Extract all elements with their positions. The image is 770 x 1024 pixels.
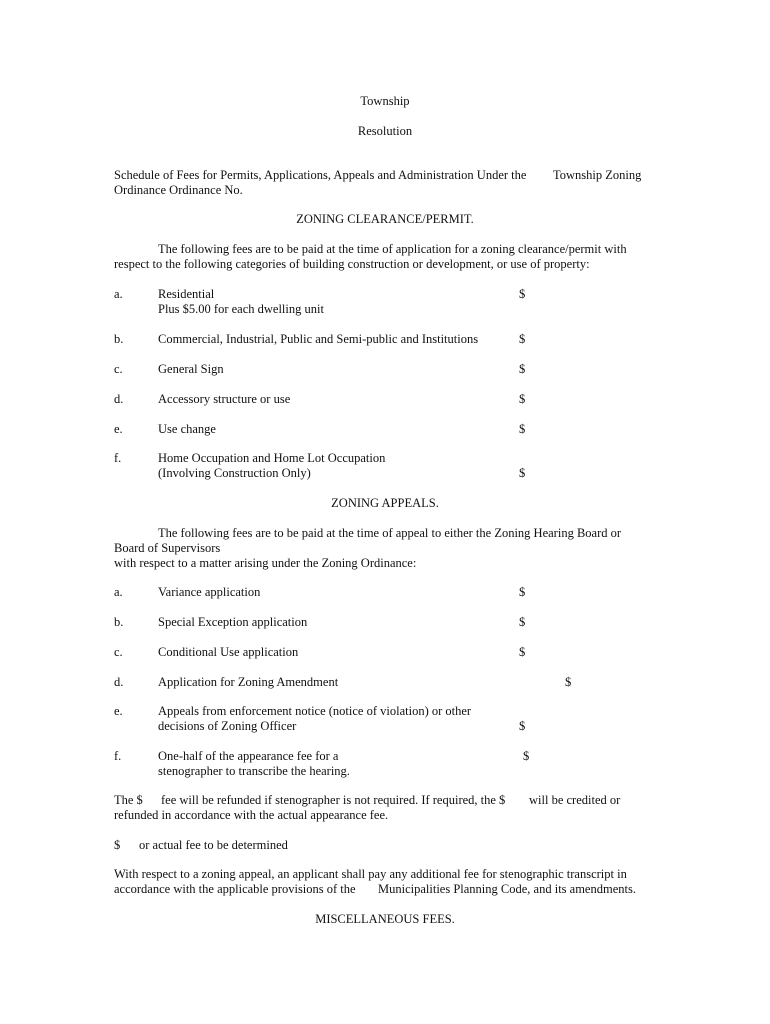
- appeals-item-label: Application for Zoning Amendment: [158, 675, 339, 689]
- misc-heading: MISCELLANEOUS FEES.: [315, 912, 455, 926]
- clearance-item-sublabel: (Involving Construction Only): [158, 466, 311, 480]
- stenographic-line-2-end: Municipalities Planning Code, and its amendments.: [378, 882, 636, 896]
- appeals-item-amount: $: [519, 585, 526, 599]
- refund-line-1-end: will be credited or: [529, 793, 621, 807]
- clearance-item-amount: $: [519, 422, 526, 436]
- appeals-para-line-2: Board of Supervisors: [114, 541, 221, 555]
- appeals-item-letter: f.: [114, 749, 122, 763]
- appeals-item-label: One-half of the appearance fee for a: [158, 749, 339, 763]
- appeals-item-letter: b.: [114, 615, 124, 629]
- clearance-item-label: General Sign: [158, 362, 224, 376]
- clearance-item-sublabel: Plus $5.00 for each dwelling unit: [158, 302, 324, 316]
- clearance-item-label: Home Occupation and Home Lot Occupation: [158, 451, 386, 465]
- refund-line-2: refunded in accordance with the actual appearance fee.: [114, 808, 389, 822]
- appeals-para-line-1: The following fees are to be paid at the time of appeal to either the Zoning Hearing Board or: [158, 526, 622, 540]
- clearance-item-label: Commercial, Industrial, Public and Semi-public and Institutions: [158, 332, 479, 346]
- intro-township-zoning: Township Zoning: [553, 168, 642, 182]
- appeals-item-sublabel: decisions of Zoning Officer: [158, 719, 297, 733]
- clearance-item-letter: c.: [114, 362, 123, 376]
- clearance-item-amount: $: [519, 332, 526, 346]
- stenographic-line-2-start: accordance with the applicable provisions of the: [114, 882, 356, 896]
- actual-fee-dollar: $: [114, 838, 121, 852]
- clearance-item-amount: $: [519, 466, 526, 480]
- appeals-item-amount: $: [519, 645, 526, 659]
- intro-line-1: Schedule of Fees for Permits, Applications, Appeals and Administration Under the: [114, 168, 527, 182]
- stenographic-line-1: With respect to a zoning appeal, an applicant shall pay any additional fee for stenographic transcript in: [114, 867, 627, 881]
- appeals-item-amount: $: [523, 749, 530, 763]
- actual-fee-text: or actual fee to be determined: [139, 838, 288, 852]
- clearance-item-letter: d.: [114, 392, 124, 406]
- appeals-item-letter: d.: [114, 675, 124, 689]
- clearance-item-amount: $: [519, 362, 526, 376]
- clearance-para-line-2: respect to the following categories of building construction or development, or use of property:: [114, 257, 590, 271]
- clearance-item-letter: f.: [114, 451, 122, 465]
- clearance-item-label: Use change: [158, 422, 216, 436]
- clearance-item-amount: $: [519, 392, 526, 406]
- clearance-item-amount: $: [519, 287, 526, 301]
- clearance-heading: ZONING CLEARANCE/PERMIT.: [296, 212, 474, 226]
- appeals-item-amount: $: [519, 719, 526, 733]
- clearance-item-letter: b.: [114, 332, 124, 346]
- appeals-para-line-3: with respect to a matter arising under the Zoning Ordinance:: [114, 556, 417, 570]
- appeals-item-label: Special Exception application: [158, 615, 308, 629]
- clearance-para-line-1: The following fees are to be paid at the time of application for a zoning clearance/permit with: [158, 242, 627, 256]
- appeals-item-letter: c.: [114, 645, 123, 659]
- appeals-item-letter: e.: [114, 704, 123, 718]
- appeals-item-label: Appeals from enforcement notice (notice of violation) or other: [158, 704, 472, 718]
- clearance-item-label: Accessory structure or use: [158, 392, 291, 406]
- appeals-item-letter: a.: [114, 585, 123, 599]
- clearance-item-letter: a.: [114, 287, 123, 301]
- appeals-item-amount: $: [519, 615, 526, 629]
- resolution-title: Resolution: [357, 124, 413, 138]
- refund-line-1-middle: fee will be refunded if stenographer is not required. If required, the $: [161, 793, 506, 807]
- clearance-item-letter: e.: [114, 422, 123, 436]
- township-title: Township: [360, 94, 410, 108]
- appeals-heading: ZONING APPEALS.: [331, 496, 439, 510]
- appeals-item-label: Conditional Use application: [158, 645, 299, 659]
- appeals-item-sublabel: stenographer to transcribe the hearing.: [158, 764, 350, 778]
- appeals-item-amount: $: [565, 675, 572, 689]
- refund-line-1-start: The $: [114, 793, 143, 807]
- clearance-item-label: Residential: [158, 287, 215, 301]
- appeals-item-label: Variance application: [158, 585, 261, 599]
- intro-line-2: Ordinance Ordinance No.: [114, 183, 243, 197]
